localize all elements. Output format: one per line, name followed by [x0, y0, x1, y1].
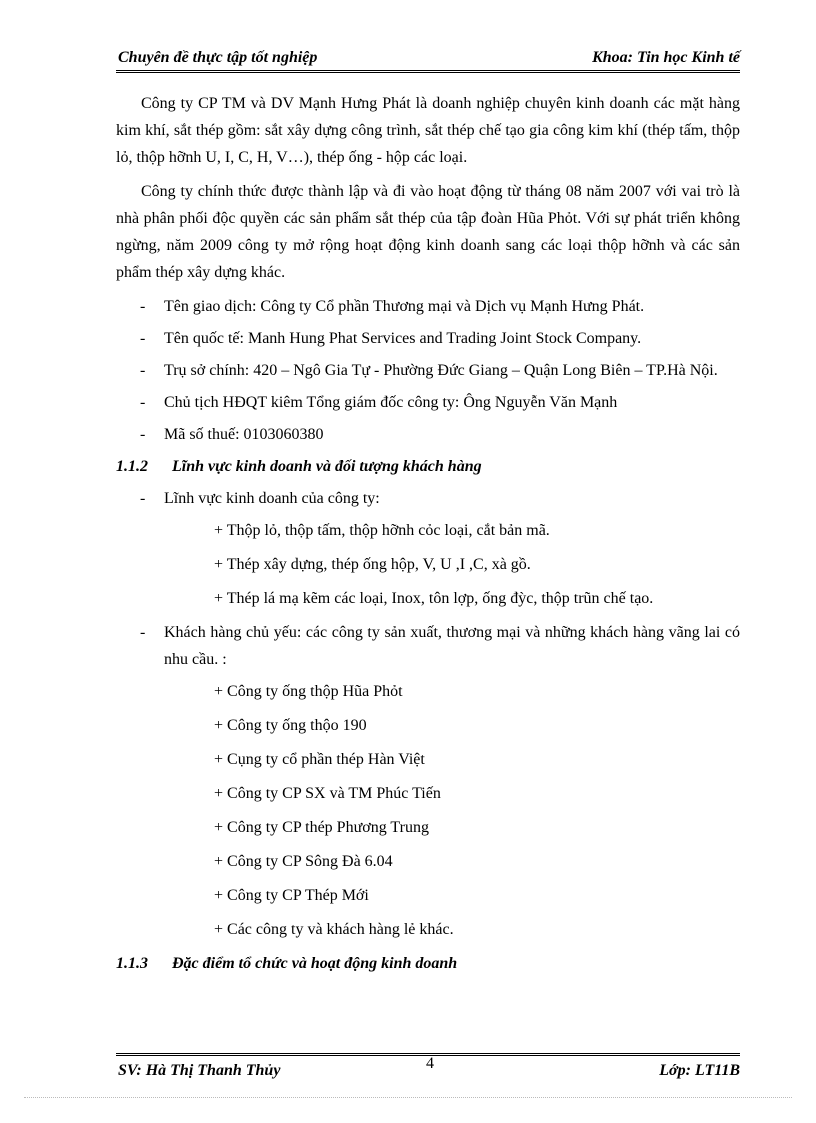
bullet-dash: - — [140, 490, 146, 507]
business-item: + Thép xây dựng, thép ống hộp, V, U ,I ,C, xà gồ. — [214, 556, 531, 573]
footer-student: SV: Hà Thị Thanh Thủy — [118, 1062, 281, 1079]
bullet-text: Chủ tịch HĐQT kiêm Tổng giám đốc công ty: Ông Nguyễn Văn Mạnh — [164, 394, 618, 411]
page-header — [116, 48, 740, 73]
section-heading-1-1-2 — [116, 453, 740, 481]
customer-item: + Công ty ống thộp Hũa Phỏt — [214, 683, 403, 700]
customer-item: + Công ty CP Thép Mới — [214, 887, 369, 904]
bullet-dash: - — [140, 624, 146, 641]
customer-item: + Công ty CP Sông Đà 6.04 — [214, 853, 393, 870]
bullet-dash: - — [140, 362, 146, 379]
page-content — [116, 90, 740, 982]
footer-class: Lớp: LT11B — [659, 1062, 740, 1079]
intro-paragraph-1: Công ty CP TM và DV Mạnh Hưng Phát là doanh nghiệp chuyên kinh doanh các mặt hàng kim khí, sắt thép gồm: sắt xây dựng công trình, sắt thép chế tạo gia công kim khí (thép tấm, thộp lỏ, thộp hỡnh U, I, C, H, V…), thép ống - hộp các loại. — [116, 95, 740, 166]
section-title: Đặc điểm tổ chức và hoạt động kinh doanh — [172, 955, 458, 972]
info-bullet — [116, 357, 740, 384]
customer-item: + Các công ty và khách hàng lẻ khác. — [214, 921, 454, 938]
customer-item: + Cụng ty cổ phần thép Hàn Việt — [214, 751, 425, 768]
customer-item: + Công ty CP SX và TM Phúc Tiến — [214, 785, 441, 802]
section-heading-1-1-3 — [116, 950, 740, 978]
bullet-dash: - — [140, 298, 146, 315]
customer-item: + Công ty ống thộo 190 — [214, 717, 367, 734]
bullet-text: Mã số thuế: 0103060380 — [164, 426, 324, 443]
header-right-title: Khoa: Tin học Kinh tế — [592, 49, 740, 66]
bullet-text: Trụ sở chính: 420 – Ngô Gia Tự - Phường Đức Giang – Quận Long Biên – TP.Hà Nội. — [164, 362, 718, 379]
bullet-dash: - — [140, 426, 146, 443]
section-number: 1.1.2 — [116, 458, 148, 475]
business-item: + Thép lá mạ kẽm các loại, Inox, tôn lợp, ống đỳc, thộp trũn chế tạo. — [214, 590, 654, 607]
info-bullet — [116, 421, 740, 448]
page-footer — [116, 1053, 740, 1078]
page-number: 4 — [426, 1055, 434, 1072]
business-item: + Thộp lỏ, thộp tấm, thộp hỡnh cỏc loại, cắt bản mã. — [214, 522, 550, 539]
bullet-text: Tên giao dịch: Công ty Cổ phần Thương mại và Dịch vụ Mạnh Hưng Phát. — [164, 298, 645, 315]
header-left-title: Chuyên đề thực tập tốt nghiệp — [118, 49, 318, 66]
page-edge-divider — [24, 1097, 792, 1098]
bullet-text: Lĩnh vực kinh doanh của công ty: — [164, 490, 380, 507]
bullet-text: Khách hàng chủ yếu: các công ty sản xuất, thương mại và những khách hàng vãng lai có nhu cầu. : — [164, 624, 740, 668]
section-number: 1.1.3 — [116, 955, 148, 972]
section-title: Lĩnh vực kinh doanh và đối tượng khách hàng — [172, 458, 482, 475]
customer-item: + Công ty CP thép Phương Trung — [214, 819, 429, 836]
customers-intro-bullet — [116, 619, 740, 673]
info-bullet — [116, 325, 740, 352]
info-bullet — [116, 293, 740, 320]
bullet-dash: - — [140, 394, 146, 411]
bullet-dash: - — [140, 330, 146, 347]
info-bullet — [116, 389, 740, 416]
bullet-text: Tên quốc tế: Manh Hung Phat Services and Trading Joint Stock Company. — [164, 330, 642, 347]
business-intro-bullet — [116, 485, 740, 512]
intro-paragraph-2: Công ty chính thức được thành lập và đi vào hoạt động từ tháng 08 năm 2007 với vai trò là nhà phân phối độc quyền các sản phẩm sắt thép của tập đoàn Hũa Phỏt. Với sự phát triển không ngừng, năm 2009 công ty mở rộng hoạt động kinh doanh sang các loại thộp hỡnh và các sản phẩm thép xây dựng khác. — [116, 183, 740, 281]
